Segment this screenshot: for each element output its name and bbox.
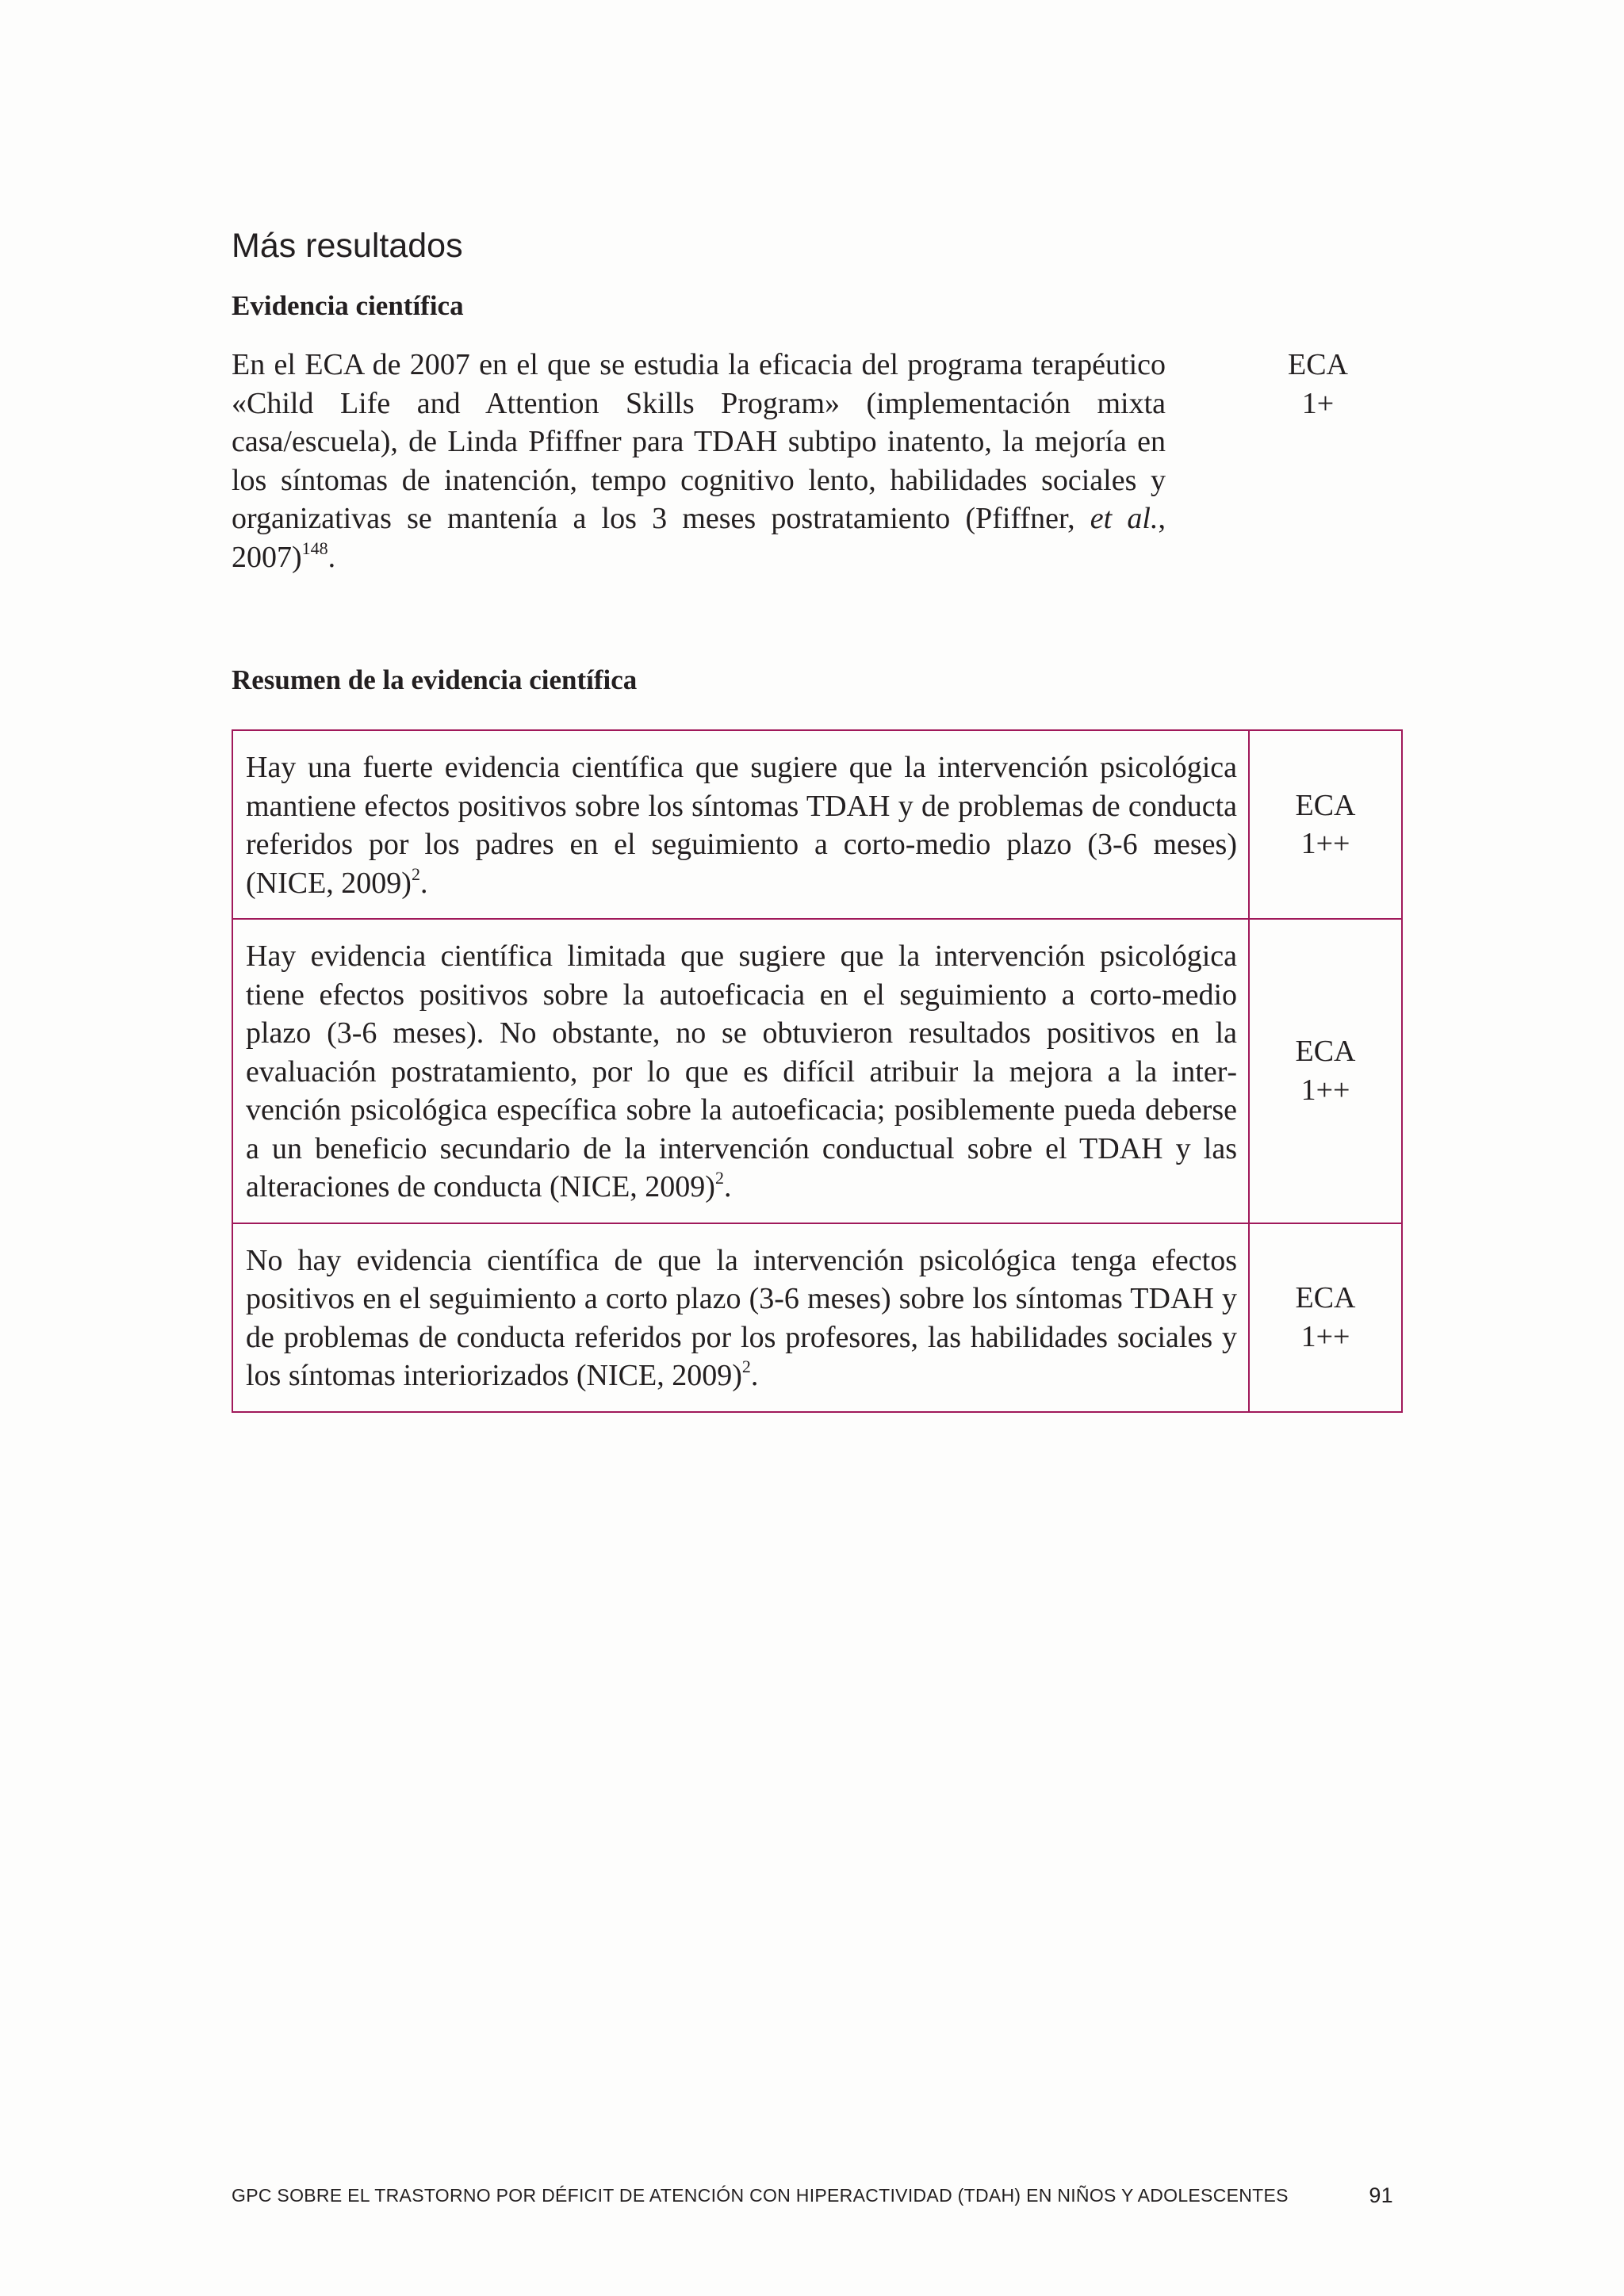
evidence-level-label: ECA	[1288, 348, 1348, 381]
summary-level-label: ECA	[1295, 788, 1356, 822]
summary-heading: Resumen de la evidencia científica	[232, 664, 638, 695]
summary-text: No hay evidencia científica de que la intervención psicológica tenga efectos positivos en el seguimiento a corto plazo (3-6 meses) sobre los síntomas TDAH y de problemas de conducta referidos por los profesores, las habilidades sociales y los síntomas interiorizados (NICE, 2009)	[246, 1243, 1237, 1392]
evidence-block	[232, 346, 1397, 576]
section-title: Más resultados	[232, 227, 463, 265]
evidence-end: .	[327, 540, 336, 574]
evidence-year: , 2007)	[232, 502, 1166, 574]
summary-level-value: 1++	[1300, 1319, 1350, 1353]
summary-level-value: 1++	[1300, 1073, 1350, 1107]
evidence-level	[1247, 346, 1389, 423]
evidence-level-value: 1+	[1301, 386, 1335, 420]
summary-row	[232, 730, 1402, 919]
evidence-reference: 148	[301, 538, 328, 558]
summary-text: Hay evidencia científica limitada que sugiere que la intervención psicológica tiene efectos positivos sobre la autoeficacia en el seguimiento a corto-medio plazo (3-6 meses). No obstante, no se obtuvieron resultados positivos en la evaluación postratamiento, por lo que es difícil atribuir la mejora a la intervención psicológica específica sobre la autoeficacia; posiblemente pueda deberse a un beneficio secundario de la intervención conductual sobre el TDAH y las alteraciones de conducta (NICE, 2009)	[246, 939, 1237, 1203]
summary-text-cell	[232, 730, 1249, 919]
summary-text-cell	[232, 919, 1249, 1223]
summary-reference: 2	[741, 1357, 751, 1376]
summary-reference: 2	[714, 1168, 724, 1188]
summary-row	[232, 1223, 1402, 1412]
summary-end: .	[750, 1359, 759, 1392]
summary-level-value: 1++	[1300, 827, 1350, 860]
evidence-paragraph	[232, 346, 1166, 576]
page-number: 91	[1369, 2183, 1393, 2207]
evidence-paragraph-main: En el ECA de 2007 en el que se estudia la eficacia del programa terapéutico «Child Life and Attention Skills Program» (implementación mixta casa/escuela), de Linda Pfiffner para TDAH subtipo inatento, la mejoría en los síntomas de inatención, tempo cognitivo lento, habilidades sociales y organizativas se mantenía a los 3 meses postratamiento (Pfiffner,	[232, 348, 1166, 535]
summary-reference: 2	[411, 863, 420, 884]
evidence-et-al: et al.	[1090, 502, 1159, 535]
summary-level-cell	[1249, 1223, 1402, 1412]
summary-level-label: ECA	[1295, 1281, 1356, 1314]
summary-level-cell	[1249, 919, 1402, 1223]
summary-row	[232, 919, 1402, 1223]
evidence-heading: Evidencia científica	[232, 290, 464, 321]
summary-text-cell	[232, 1223, 1249, 1412]
summary-level-label: ECA	[1295, 1035, 1356, 1069]
summary-end: .	[723, 1170, 732, 1203]
summary-level-cell	[1249, 730, 1402, 919]
footer-title: GPC SOBRE EL TRASTORNO POR DÉFICIT DE ATENCIÓN CON HIPERACTIVIDAD (TDAH) EN NIÑOS Y ADOLESCENTES	[232, 2185, 1289, 2206]
summary-text: Hay una fuerte evidencia científica que sugiere que la intervención psicológica mantiene efectos positivos sobre los síntomas TDAH y de problemas de conducta referidos por los padres en el seguimiento a corto-medio plazo (3-6 meses) (NICE, 2009)	[246, 751, 1237, 900]
summary-end: .	[419, 866, 428, 900]
evidence-summary-table	[232, 729, 1403, 1413]
